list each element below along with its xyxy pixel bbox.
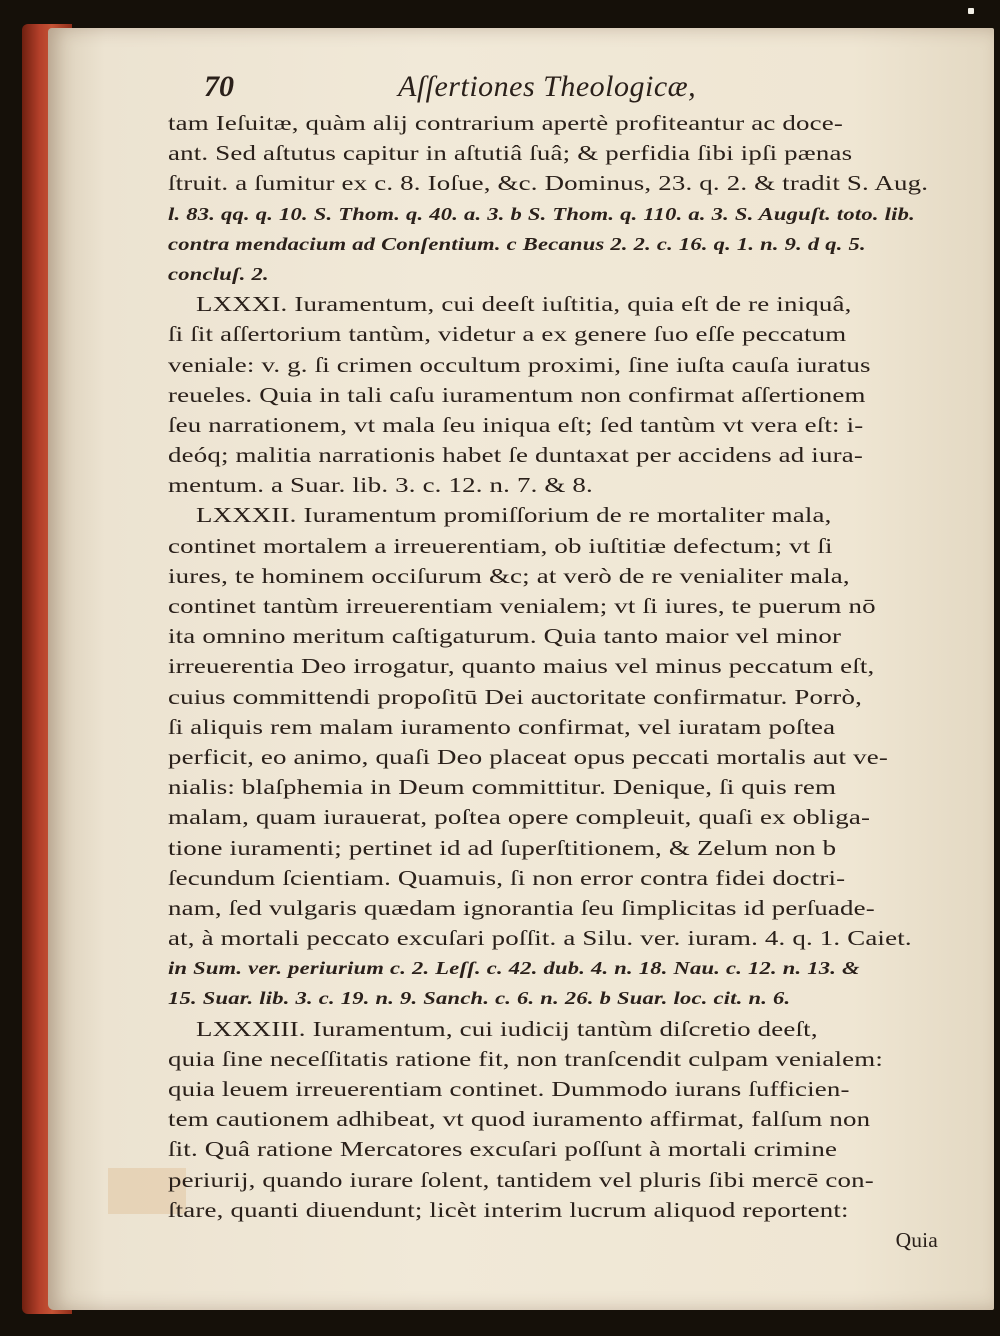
- footnote-line: 15. Suar. lib. 3. c. 19. n. 9. Sanch. c. 6. n. 26. b Suar. loc. cit. n. 6.: [168, 988, 791, 1009]
- footnote-line: contra mendacium ad Conſentium. c Becanus 2. 2. c. 16. q. 1. n. 9. d q. 5.: [168, 233, 866, 254]
- text-line: ſtare, quanti diuendunt; licèt interim lucrum aliquod reportent:: [168, 1197, 849, 1222]
- text-line: ant. Sed aſtutus capitur in aſtutiâ ſuâ; & perfidia ſibi ipſi pænas: [168, 141, 853, 166]
- text-line: LXXXIII. Iuramentum, cui iudicij tantùm diſcretio deeſt,: [196, 1016, 818, 1041]
- page-number: 70: [204, 70, 234, 103]
- text-line: iures, te hominem occiſurum &c; at verò de re venialiter mala,: [168, 563, 850, 588]
- text-line: ſeu narrationem, vt mala ſeu iniqua eſt; ſed tantùm vt vera eſt: i-: [168, 412, 864, 437]
- text-line: nam, ſed vulgaris quædam ignorantia ſeu ſimplicitas id perſuade-: [168, 895, 875, 920]
- text-line: tam Ieſuitæ, quàm alij contrarium apertè profiteantur ac doce-: [168, 111, 844, 135]
- text-line: nialis: blaſphemia in Deum committitur. Denique, ſi quis rem: [168, 775, 837, 800]
- text-line: malam, quam iurauerat, poſtea opere compleuit, quaſi ex obliga-: [168, 805, 871, 830]
- page-header: [168, 64, 958, 108]
- text-line: quia leuem irreuerentiam continet. Dummodo iurans ſufficien-: [168, 1077, 850, 1101]
- text-line: veniale: v. g. ſi crimen occultum proximi, ſine iuſta cauſa iuratus: [168, 352, 871, 377]
- text-line: cuius committendi propoſitū Dei auctoritate confirmatur. Porrò,: [168, 684, 862, 709]
- corner-mark: [968, 8, 974, 14]
- text-line: LXXXII. Iuramentum promiſſorium de re mortaliter mala,: [196, 503, 832, 528]
- footnote-line: l. 83. qq. q. 10. S. Thom. q. 40. a. 3. b S. Thom. q. 110. a. 3. S. Auguſt. toto. lib.: [168, 203, 916, 224]
- text-line: ſi aliquis rem malam iuramento confirmat, vel iuratam poſtea: [168, 714, 836, 739]
- text-line: ſi ſit aſſertorium tantùm, videtur a ex genere ſuo eſſe peccatum: [168, 322, 847, 347]
- text-line: ita omnino meritum caſtigaturum. Quia tanto maior vel minor: [168, 624, 842, 649]
- footnote-line: concluſ. 2.: [168, 263, 269, 284]
- page-text: [168, 64, 958, 1255]
- text-line: LXXXI. Iuramentum, cui deeſt iuſtitia, quia eſt de re iniquâ,: [196, 292, 852, 317]
- text-line: irreuerentia Deo irrogatur, quanto maius vel minus peccatum eſt,: [168, 654, 875, 679]
- text-line: deóq; malitia narrationis habet ſe duntaxat per accidens ad iura-: [168, 443, 863, 468]
- text-line: tem cautionem adhibeat, vt quod iuramento affirmat, falſum non: [168, 1107, 871, 1132]
- page-body: [168, 108, 958, 1255]
- text-line: perficit, eo animo, quaſi Deo placeat opus peccati mortalis aut ve-: [168, 744, 888, 769]
- footnote-line: in Sum. ver. periurium c. 2. Leſſ. c. 42. dub. 4. n. 18. Nau. c. 12. n. 13. &: [168, 958, 860, 979]
- text-line: periurij, quando iurare ſolent, tantidem vel pluris ſibi mercē con-: [168, 1167, 874, 1192]
- text-line: mentum. a Suar. lib. 3. c. 12. n. 7. & 8.: [168, 473, 593, 498]
- text-line: reueles. Quia in tali caſu iuramentum non confirmat aſſertionem: [168, 382, 866, 407]
- text-line: tione iuramenti; pertinet id ad ſuperſtitionem, & Zelum non b: [168, 835, 837, 860]
- text-line: continet mortalem a irreuerentiam, ob iuſtitiæ defectum; vt ſi: [168, 533, 833, 558]
- text-line: ſit. Quâ ratione Mercatores excuſari poſſunt à mortali crimine: [168, 1137, 838, 1162]
- text-line: at, à mortali peccato excuſari poſſit. a Silu. ver. iuram. 4. q. 1. Caiet.: [168, 926, 912, 951]
- text-line: continet tantùm irreuerentiam venialem; vt ſi iures, te puerum nō: [168, 594, 876, 618]
- catchword: Quia: [895, 1227, 938, 1252]
- text-line: quia ſine neceſſitatis ratione fit, non tranſcendit culpam venialem:: [168, 1046, 883, 1071]
- text-line: ſtruit. a ſumitur ex c. 8. Ioſue, &c. Dominus, 23. q. 2. & tradit S. Aug.: [168, 171, 929, 196]
- running-title: Aſſertiones Theologicæ,: [398, 70, 697, 103]
- text-line: ſecundum ſcientiam. Quamuis, ſi non error contra fidei doctri-: [168, 865, 846, 890]
